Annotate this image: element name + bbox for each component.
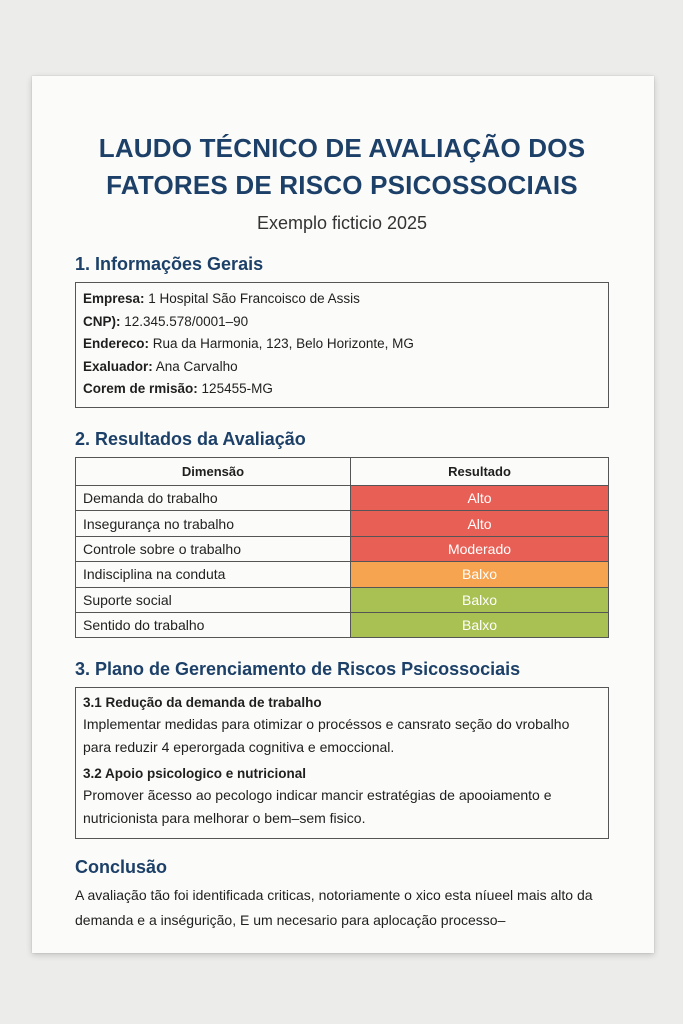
- dimension-cell: Controle sobre o trabalho: [76, 536, 351, 561]
- table-row: [76, 511, 609, 536]
- info-value: 1 Hospital São Francoisco de Assis: [144, 291, 360, 306]
- dimension-cell: Suporte social: [76, 587, 351, 612]
- plan-item-text: Implementar medidas para otimizar o procéssos e cansrato seção do vrobalho para reduzir 4 eperorgada cognitiva e emoccional.: [83, 716, 570, 756]
- column-header-dimension: Dimensão: [76, 457, 351, 485]
- dimension-cell: Sentido do trabalho: [76, 612, 351, 637]
- table-row: [76, 536, 609, 561]
- title-line-2: FATORES DE RISCO PSICOSSOCIAIS: [106, 170, 578, 200]
- info-value: Rua da Harmonia, 123, Belo Horizonte, MG: [149, 336, 414, 352]
- conclusion-text: A avaliação tão foi identificada criticas, notoriamente o xico esta níueel mais alto da demanda e a inségurição, E um necesario para aplocação processo–: [75, 887, 593, 929]
- info-row-address: [83, 333, 600, 356]
- table-header-row: [76, 457, 609, 485]
- table-row: [76, 485, 609, 510]
- info-value: 12.345.578/0001–90: [120, 313, 249, 329]
- plan-item-text: Promover ãcesso ao pecologo indicar mancir estratégias de apooiamento e nutricionista para melhorar o bem–sem fisico.: [83, 787, 552, 827]
- column-header-result: Resultado: [351, 457, 609, 485]
- risk-plan-box: [75, 687, 609, 839]
- document-subtitle: Exemplo ficticio 2025: [256, 213, 428, 233]
- info-label: Endereco:: [83, 336, 150, 352]
- document-title: [75, 130, 609, 204]
- info-label: Exaluador:: [83, 358, 153, 374]
- dimension-cell: Indisciplina na conduta: [76, 562, 351, 587]
- info-label: CNP):: [83, 313, 121, 329]
- section-3-heading: 3. Plano de Gerenciamento de Riscos Psicossociais: [75, 659, 521, 680]
- info-value: Ana Carvalho: [152, 358, 238, 374]
- section-1-heading: 1. Informações Gerais: [75, 254, 264, 274]
- info-value: 125455-MG: [197, 381, 273, 397]
- info-label: Corem de rmisão:: [83, 381, 198, 397]
- dimension-cell: Insegurança no trabalho: [76, 511, 351, 536]
- table-row: [76, 612, 609, 637]
- dimension-cell: Demanda do trabalho: [76, 485, 351, 510]
- table-row: [76, 587, 609, 612]
- title-line-1: LAUDO TÉCNICO DE AVALIAÇÃO DOS: [98, 133, 586, 163]
- results-table: [75, 457, 609, 638]
- result-cell: Alto: [351, 511, 609, 536]
- result-cell: Balxo: [351, 587, 609, 612]
- info-row-evaluator: [83, 356, 600, 379]
- plan-item-title: 3.2 Apoio psicologico e nutricional: [83, 766, 307, 782]
- result-cell: Alto: [351, 485, 609, 510]
- info-row-registration: [83, 378, 600, 401]
- result-cell: Balxo: [351, 562, 609, 587]
- table-row: [76, 562, 609, 587]
- document-page: [32, 76, 654, 953]
- section-2-heading: 2. Resultados da Avaliação: [75, 428, 306, 449]
- general-info-box: [75, 282, 609, 408]
- plan-item-title: 3.1 Redução da demanda de trabalho: [83, 695, 322, 711]
- info-row-cnpj: [83, 311, 600, 334]
- result-cell: Balxo: [351, 612, 609, 637]
- info-row-company: [83, 288, 600, 311]
- conclusion-heading: Conclusão: [75, 857, 168, 878]
- result-cell: Moderado: [351, 536, 609, 561]
- info-label: Empresa:: [83, 291, 145, 306]
